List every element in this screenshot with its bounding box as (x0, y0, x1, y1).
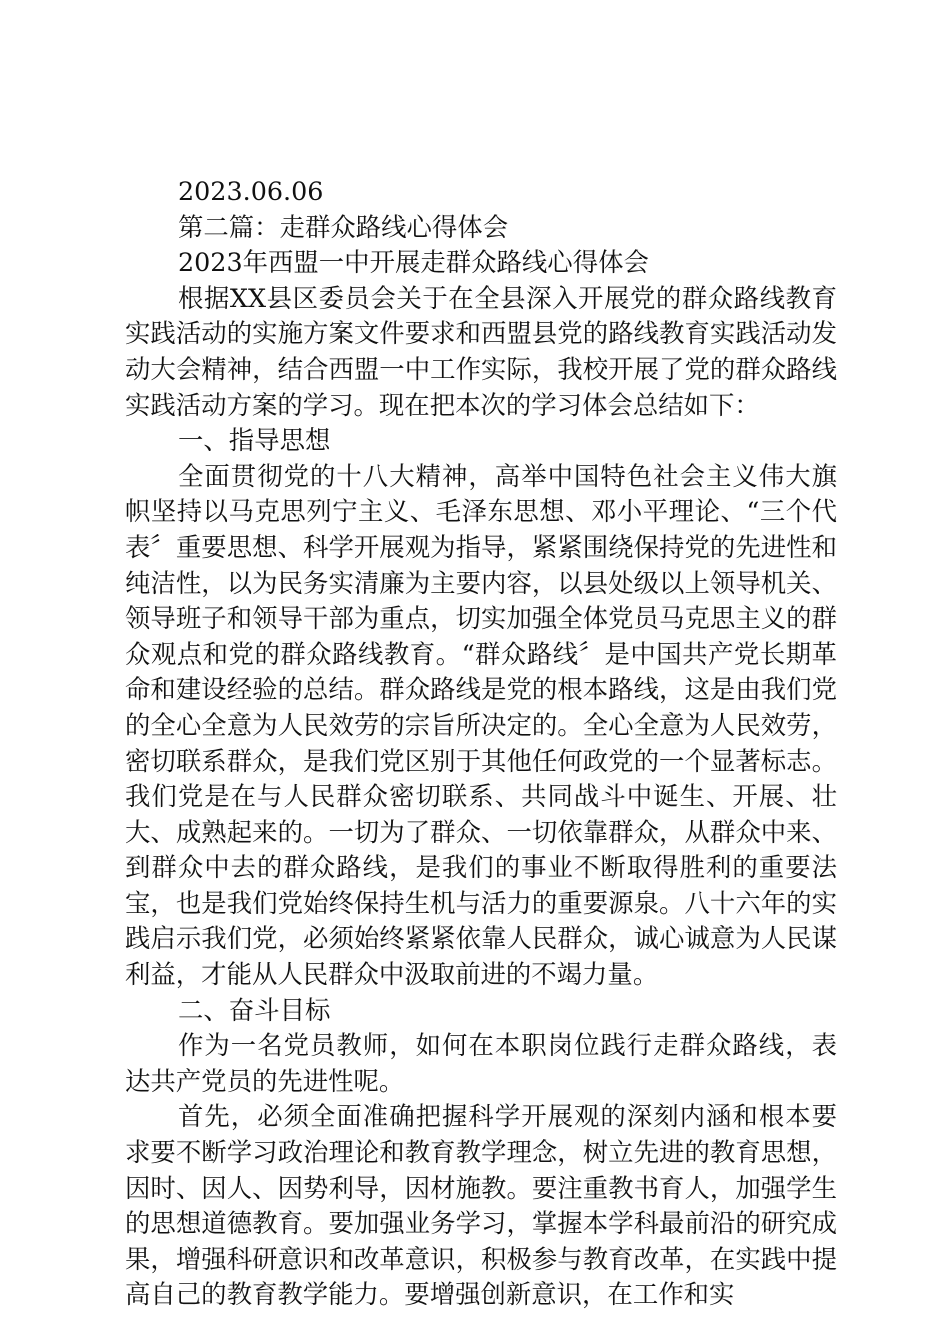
section1-paragraph: 全面贯彻党的十八大精神，高举中国特色社会主义伟大旗帜坚持以马克思列宁主义、毛泽东思想、邓小平理论、“三个代表〞重要思想、科学开展观为指导，紧紧围绕保持党的先进性和纯洁性，以为民务实清廉为主要内容，以县处级以上领导机关、领导班子和领导干部为重点，切实加强全体党员马克思主义的群众观点和党的群众路线教育。“群众路线〞是中国共产党长期革命和建设经验的总结。群众路线是党的根本路线，这是由我们党的全心全意为人民效劳的宗旨所决定的。全心全意为人民效劳，密切联系群众，是我们党区别于其他任何政党的一个显著标志。我们党是在与人民群众密切联系、共同战斗中诞生、开展、壮大、成熟起来的。一切为了群众、一切依靠群众，从群众中来、到群众中去的群众路线，是我们的事业不断取得胜利的重要法宝，也是我们党始终保持生机与活力的重要源泉。八十六年的实践启示我们党，必须始终紧紧依靠人民群众，诚心诚意为人民谋利益，才能从人民群众中汲取前进的不竭力量。 (125, 460, 837, 990)
document-date: 2023.06.06 (178, 176, 324, 206)
section2-paragraph-1: 作为一名党员教师，如何在本职岗位践行走群众路线，表达共产党员的先进性呢。 (125, 1030, 837, 1096)
article-title: 2023年西盟一中开展走群众路线心得体会 (178, 247, 649, 278)
section2-paragraph-2: 首先，必须全面准确把握科学开展观的深刻内涵和根本要求要不断学习政治理论和教育教学理念，树立先进的教育思想，因时、因人、因势利导，因材施教。要注重教书育人，加强学生的思想道德教育。要加强业务学习，掌握本学科最前沿的研究成果，增强科研意识和改革意识，积极参与教育改革，在实践中提高自己的教育教学能力。要增强创新意识，在工作和实 (125, 1101, 837, 1310)
section1-heading: 一、指导思想 (178, 425, 331, 456)
intro-paragraph: 根据XX县区委员会关于在全县深入开展党的群众路线教育实践活动的实施方案文件要求和西盟县党的路线教育实践活动发动大会精神，结合西盟一中工作实际，我校开展了党的群众路线实践活动方案的学习。现在把本次的学习体会总结如下： (125, 282, 837, 420)
section2-heading: 二、奋斗目标 (178, 994, 331, 1025)
document-page (125, 174, 837, 1313)
chapter-heading: 第二篇：走群众路线心得体会 (178, 211, 509, 242)
